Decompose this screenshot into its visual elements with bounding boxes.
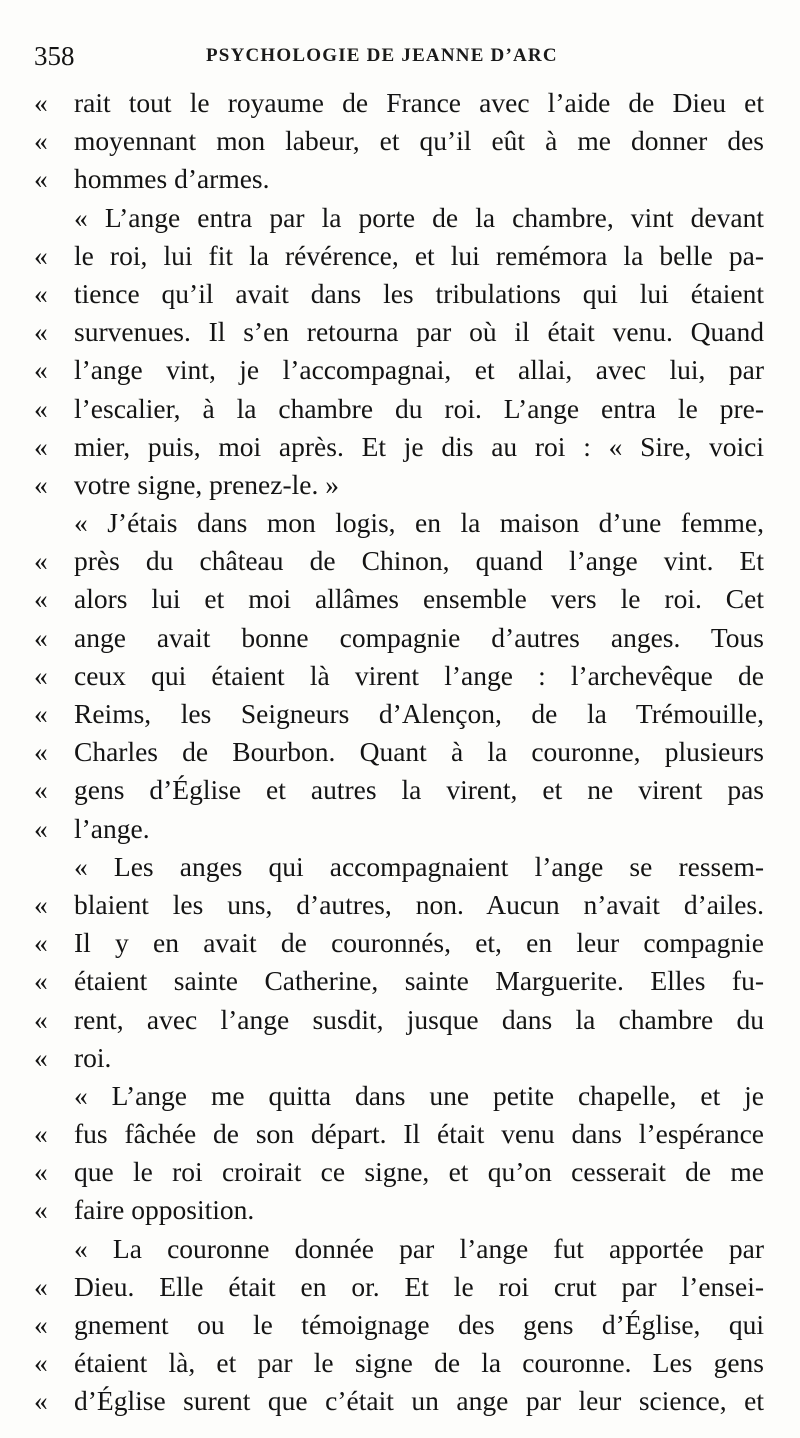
quote-mark: « — [34, 583, 48, 615]
text-line — [34, 504, 764, 542]
line-text: l’escalier, à la chambre du roi. L’ange entra le pre- — [74, 392, 764, 424]
line-text: étaient là, et par le signe de la couronne. Les gens — [74, 1347, 764, 1379]
line-text: « J’étais dans mon logis, en la maison d’une femme, — [74, 507, 764, 539]
line-text: ceux qui étaient là virent l’ange : l’archevêque de — [74, 659, 764, 691]
text-line — [34, 84, 764, 122]
quote-mark: « — [34, 659, 48, 691]
text-line — [34, 122, 764, 160]
line-text: gens d’Église et autres la virent, et ne virent pas — [74, 774, 764, 806]
text-line — [34, 237, 764, 275]
quote-mark: « — [34, 125, 48, 157]
running-head — [34, 36, 774, 76]
line-text: Reims, les Seigneurs d’Alençon, de la Trémouille, — [74, 698, 764, 729]
line-text: tience qu’il avait dans les tribulations qui lui étaient — [74, 277, 764, 309]
quote-mark: « — [34, 392, 48, 424]
line-text: survenues. Il s’en retourna par où il était venu. Quand — [74, 316, 764, 348]
text-line — [34, 886, 764, 924]
text-line — [34, 733, 764, 771]
line-text: Il y en avait de couronnés, et, en leur compagnie — [74, 927, 764, 959]
text-line — [34, 1191, 764, 1229]
text-line — [34, 1115, 764, 1153]
text-line — [34, 810, 764, 848]
quote-mark: « — [34, 812, 48, 844]
quote-mark: « — [34, 698, 48, 729]
line-text: que le roi croirait ce signe, et qu’on cesserait de me — [74, 1156, 764, 1188]
quote-mark: « — [34, 316, 48, 348]
text-line — [34, 619, 764, 657]
quote-mark: « — [34, 1347, 48, 1379]
text-line — [34, 657, 764, 695]
line-text: l’ange. — [74, 812, 150, 844]
text-line — [34, 1306, 764, 1344]
line-text: alors lui et moi allâmes ensemble vers le roi. Cet — [74, 583, 764, 615]
line-text: fus fâchée de son départ. Il était venu dans l’espérance — [74, 1118, 764, 1150]
line-text: gnement ou le témoignage des gens d’Église, qui — [74, 1309, 764, 1340]
text-line — [34, 466, 764, 504]
line-text: « L’ange me quitta dans une petite chapelle, et je — [74, 1079, 764, 1111]
quote-mark: « — [34, 163, 48, 195]
line-text: le roi, lui fit la révérence, et lui remémora la belle pa- — [74, 239, 764, 271]
line-text: étaient sainte Catherine, sainte Marguerite. Elles fu- — [74, 965, 764, 997]
quote-mark: « — [34, 1003, 48, 1035]
text-line — [34, 962, 764, 1000]
page-number: 358 — [34, 41, 75, 71]
line-text: Dieu. Elle était en or. Et le roi crut par l’ensei- — [74, 1270, 764, 1302]
quote-mark: « — [34, 1156, 48, 1188]
line-text: Charles de Bourbon. Quant à la couronne, plusieurs — [74, 736, 764, 768]
line-text: hommes d’armes. — [74, 163, 270, 195]
quote-mark: « — [34, 1270, 48, 1302]
line-text: ange avait bonne compagnie d’autres anges. Tous — [74, 621, 764, 653]
line-text: d’Église surent que c’était un ange par leur science, et — [74, 1385, 764, 1417]
text-line — [34, 1077, 764, 1115]
text-line — [34, 390, 764, 428]
quote-mark: « — [34, 354, 48, 386]
line-text: près du château de Chinon, quand l’ange vint. Et — [74, 545, 764, 577]
running-title: PSYCHOLOGIE DE JEANNE D’ARC — [206, 45, 558, 66]
text-line — [34, 1230, 764, 1268]
quote-mark: « — [34, 430, 48, 462]
text-line — [34, 580, 764, 618]
line-text: faire opposition. — [74, 1194, 255, 1226]
text-line — [34, 848, 764, 886]
text-line — [34, 1001, 764, 1039]
text-line — [34, 1153, 764, 1191]
text-line — [34, 199, 764, 237]
quote-mark: « — [34, 1385, 48, 1417]
text-line — [34, 695, 764, 733]
line-text: roi. — [74, 1041, 112, 1073]
text-line — [34, 428, 764, 466]
text-line — [34, 1039, 764, 1077]
quote-mark: « — [34, 888, 48, 920]
text-body — [34, 84, 764, 1421]
text-line — [34, 1382, 764, 1420]
quote-mark: « — [34, 239, 48, 271]
quote-mark: « — [34, 736, 48, 768]
quote-mark: « — [34, 545, 48, 577]
line-text: mier, puis, moi après. Et je dis au roi : « Sire, voici — [74, 430, 764, 462]
text-line — [34, 1268, 764, 1306]
line-text: l’ange vint, je l’accompagnai, et allai, avec lui, par — [74, 354, 764, 386]
quote-mark: « — [34, 965, 48, 997]
line-text: « L’ange entra par la porte de la chambre, vint devant — [74, 201, 764, 233]
quote-mark: « — [34, 277, 48, 309]
line-text: votre signe, prenez-le. » — [74, 468, 339, 500]
line-text: rent, avec l’ange susdit, jusque dans la chambre du — [74, 1003, 764, 1035]
line-text: rait tout le royaume de France avec l’aide de Dieu et — [74, 87, 764, 118]
text-line — [34, 924, 764, 962]
quote-mark: « — [34, 1194, 48, 1226]
text-line — [34, 351, 764, 389]
text-line — [34, 313, 764, 351]
quote-mark: « — [34, 87, 48, 118]
quote-mark: « — [34, 1118, 48, 1150]
quote-mark: « — [34, 1309, 48, 1340]
text-line — [34, 1344, 764, 1382]
text-line — [34, 160, 764, 198]
line-text: moyennant mon labeur, et qu’il eût à me donner des — [74, 125, 764, 157]
text-line — [34, 542, 764, 580]
quote-mark: « — [34, 468, 48, 500]
quote-mark: « — [34, 621, 48, 653]
quote-mark: « — [34, 927, 48, 959]
line-text: « La couronne donnée par l’ange fut apportée par — [74, 1232, 764, 1264]
text-line — [34, 771, 764, 809]
line-text: « Les anges qui accompagnaient l’ange se ressem- — [74, 850, 764, 882]
quote-mark: « — [34, 774, 48, 806]
line-text: blaient les uns, d’autres, non. Aucun n’avait d’ailes. — [74, 888, 764, 920]
quote-mark: « — [34, 1041, 48, 1073]
text-line — [34, 275, 764, 313]
